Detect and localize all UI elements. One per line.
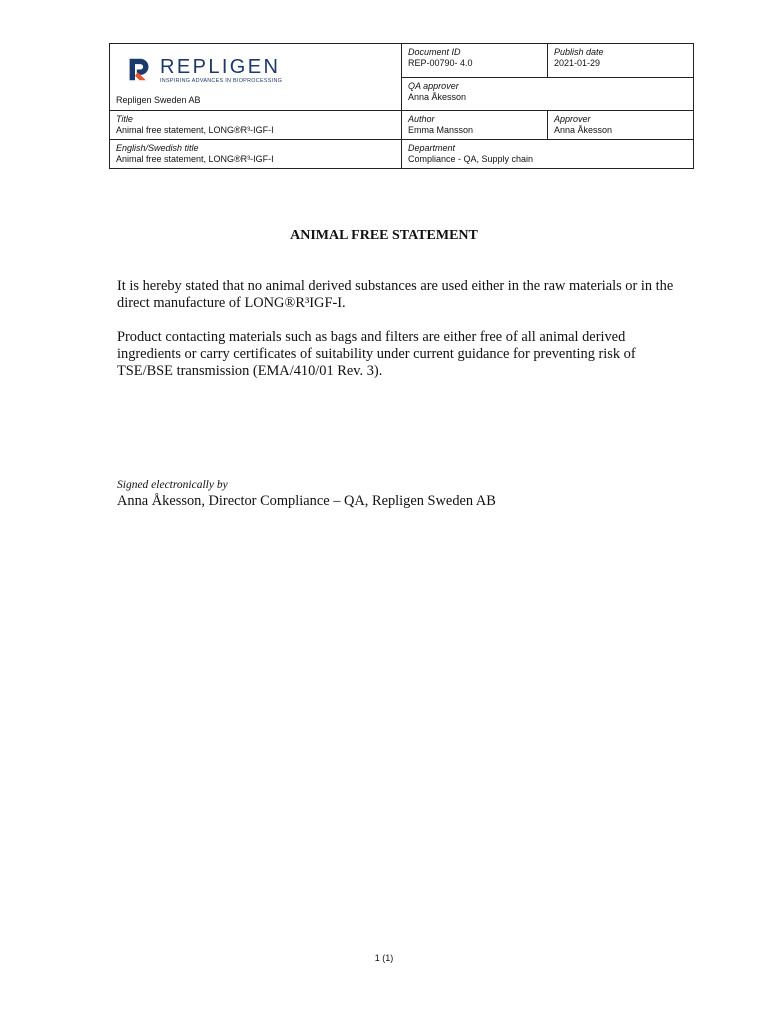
document-header-table — [109, 43, 694, 169]
repligen-logo-icon — [126, 56, 153, 83]
page-number: 1 (1) — [374, 953, 394, 963]
document-heading: ANIMAL FREE STATEMENT — [290, 228, 478, 243]
approver-value: Anna Åkesson — [554, 125, 613, 135]
department-label: Department — [408, 143, 456, 153]
title-label: Title — [116, 114, 133, 124]
company-name: Repligen Sweden AB — [116, 95, 201, 105]
qa-approver-value: Anna Åkesson — [408, 91, 467, 102]
signer-line: Anna Åkesson, Director Compliance – QA, Repligen Sweden AB — [117, 493, 496, 509]
statement-paragraph-1: It is hereby stated that no animal derived substances are used either in the raw materials or in the direct manufacture of LONG®R³IGF-I. — [117, 278, 674, 311]
author-label: Author — [408, 114, 435, 124]
qa-approver-label: QA approver — [408, 80, 459, 91]
signed-electronically-label: Signed electronically by — [117, 479, 228, 491]
publish-date-value: 2021-01-29 — [554, 58, 601, 68]
english-swedish-title-label: English/Swedish title — [116, 143, 199, 153]
approver-cell — [548, 111, 694, 140]
logo-cell — [110, 44, 402, 111]
publish-date-cell — [548, 44, 694, 78]
title-cell — [110, 111, 402, 140]
statement-paragraph-2: Product contacting materials such as bags and filters are either free of all animal derived ingredients or carry certificates of suitability under current guidance for preventing risk of TSE/BSE transmission (EMA/410/01 Rev. 3). — [117, 329, 636, 379]
author-value: Emma Mansson — [408, 125, 474, 135]
publish-date-label: Publish date — [554, 47, 604, 57]
repligen-logo — [126, 56, 282, 85]
logo-wordmark: REPLIGEN — [160, 56, 281, 78]
author-cell — [402, 111, 548, 140]
title-value: Animal free statement, LONG®R³-IGF-I — [116, 125, 274, 135]
logo-tagline: INSPIRING ADVANCES IN BIOPROCESSING — [160, 78, 283, 84]
approver-label: Approver — [554, 114, 591, 124]
department-value: Compliance - QA, Supply chain — [408, 154, 534, 164]
english-swedish-title-value: Animal free statement, LONG®R³-IGF-I — [116, 154, 274, 164]
document-id-cell — [402, 44, 548, 78]
document-id-value: REP-00790- 4.0 — [408, 58, 473, 68]
english-swedish-title-cell — [110, 140, 402, 169]
document-id-label: Document ID — [408, 47, 461, 57]
department-cell — [402, 140, 694, 169]
qa-approver-cell — [402, 77, 694, 111]
